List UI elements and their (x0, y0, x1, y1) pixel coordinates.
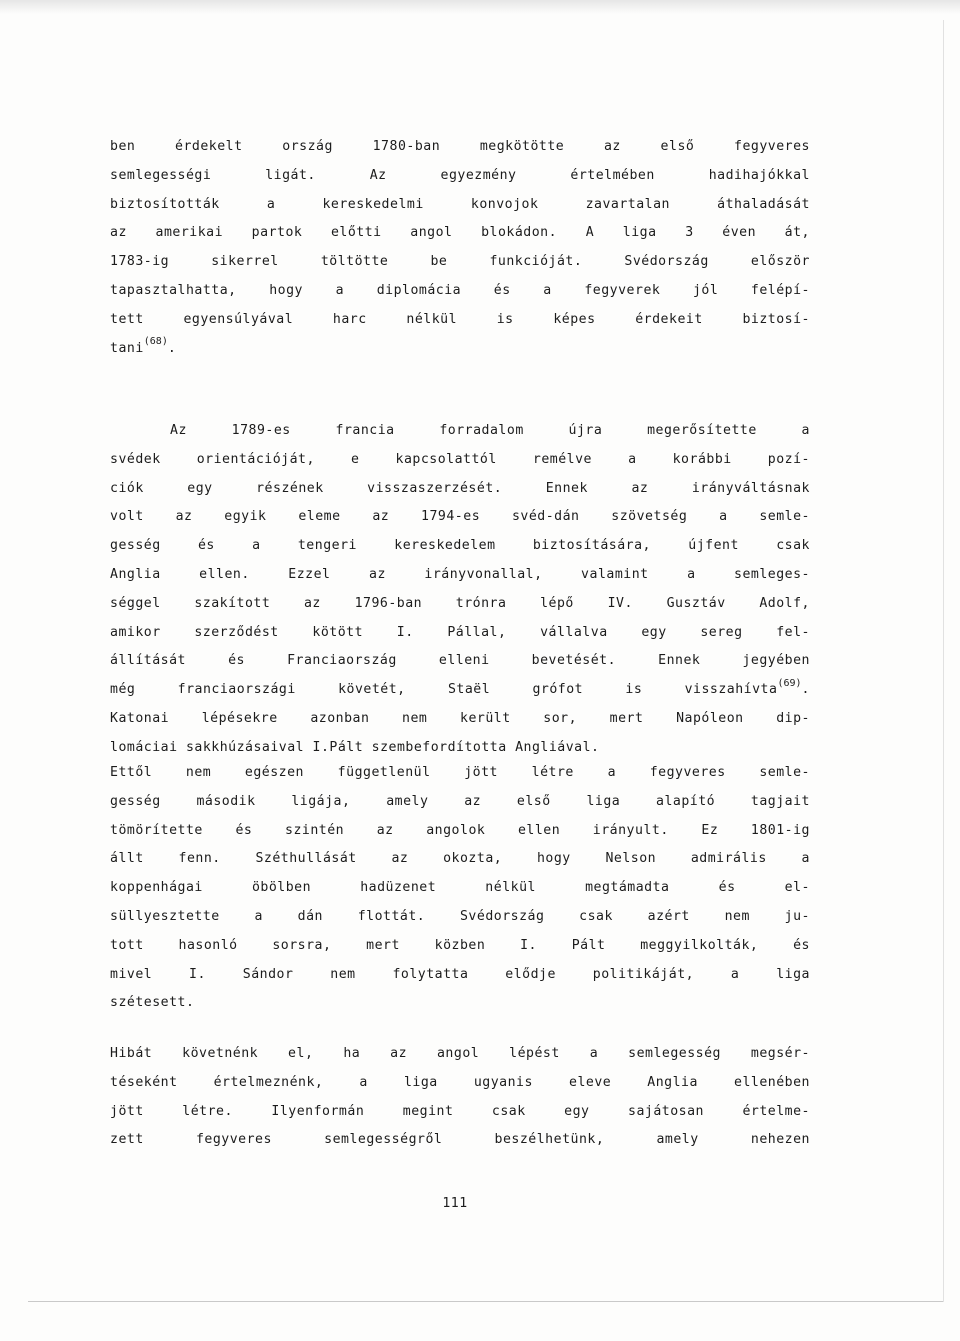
text-line: lomáciai sakkhúzásaival I.Pált szembefordította Angliával. (110, 739, 600, 755)
paragraph-2 (110, 417, 810, 763)
text-line-with-footnote (110, 335, 810, 364)
text-line: állítását és Franciaország elleni bevetését. Ennek jegyében (110, 653, 810, 669)
text-line: volt az egyik eleme az 1794-es svéd-dán szövetség a semle- (110, 509, 810, 525)
text-line: koppenhágai öbölben hadüzenet nélkül megtámadta és el- (110, 880, 810, 896)
footnote-reference: (68) (143, 336, 168, 348)
text-line: szétesett. (110, 995, 195, 1011)
text-line: az amerikai partok előtti angol blokádon. A liga 3 éven át, (110, 225, 810, 241)
scan-bottom-edge (28, 1301, 943, 1302)
text-fragment: . (801, 682, 810, 698)
text-line: tett egyensúlyával harc nélkül is képes érdekeit biztosí- (110, 311, 810, 327)
text-line: jött létre. Ilyenformán megint csak egy sajátosan értelme- (110, 1103, 810, 1119)
text-line: zett fegyveres semlegességről beszélhetünk, amely nehezen (110, 1132, 810, 1148)
text-line: Az 1789-es francia forradalom újra megerősítette a (170, 423, 810, 438)
page-number: 111 (442, 1196, 468, 1211)
paragraph-3 (110, 759, 810, 1018)
text-line-with-footnote (110, 676, 810, 705)
text-line: biztosították a kereskedelmi konvojok zavartalan áthaladását (110, 196, 810, 212)
text-fragment: tani (110, 340, 144, 356)
scan-top-shadow (0, 0, 960, 14)
text-line: Hibát követnénk el, ha az angol lépést a semlegesség megsér- (110, 1046, 810, 1061)
text-line: gesség második ligája, amely az első liga alapító tagjait (110, 793, 810, 809)
text-line: amikor szerződést kötött I. Pállal, vállalva egy sereg fel- (110, 624, 810, 640)
text-line: séggel szakított az 1796-ban trónra lépő IV. Gusztáv Adolf, (110, 595, 810, 611)
text-line: állt fenn. Széthullását az okozta, hogy Nelson admirális a (110, 851, 810, 867)
paragraph-4 (110, 1040, 810, 1155)
text-fragment: . (167, 340, 177, 356)
footnote-reference: (69) (777, 677, 802, 689)
text-fragment: még franciaországi követét, Staël grófot is visszahívta (110, 682, 778, 698)
text-line: svédek orientációját, e kapcsolattól remélve a korábbi pozí- (110, 451, 810, 467)
text-line: gesség és a tengeri kereskedelem biztosítására, újfent csak (110, 538, 810, 554)
text-line: süllyesztette a dán flottát. Svédország csak azért nem ju- (110, 908, 810, 924)
text-line: tömörítette és szintén az angolok ellen irányult. Ez 1801-ig (110, 822, 810, 838)
text-line: semlegességi ligát. Az egyezmény értelmében hadihajókkal (110, 167, 810, 183)
text-line: mivel I. Sándor nem folytatta elődje politikáját, a liga (110, 966, 810, 982)
text-line: ciók egy részének visszaszerzését. Ennek az irányváltásnak (110, 480, 810, 496)
text-line: ben érdekelt ország 1780-ban megkötötte az első fegyveres (110, 139, 810, 154)
text-line: tott hasonló sorsra, mert közben I. Pált meggyilkolták, és (110, 937, 810, 953)
text-line: Katonai lépésekre azonban nem került sor, mert Napóleon dip- (110, 710, 810, 726)
paragraph-1 (110, 133, 810, 363)
scan-right-edge (943, 20, 944, 1302)
text-line: tapasztalhatta, hogy a diplomácia és a fegyverek jól felépí- (110, 282, 810, 298)
text-line: Ettől nem egészen függetlenül jött létre a fegyveres semle- (110, 765, 810, 780)
text-line: Anglia ellen. Ezzel az irányvonallal, valamint a semleges- (110, 566, 810, 582)
text-line: 1783-ig sikerrel töltötte be funkcióját. Svédország először (110, 254, 810, 270)
text-line: téseként értelmeznénk, a liga ugyanis eleve Anglia ellenében (110, 1074, 810, 1090)
